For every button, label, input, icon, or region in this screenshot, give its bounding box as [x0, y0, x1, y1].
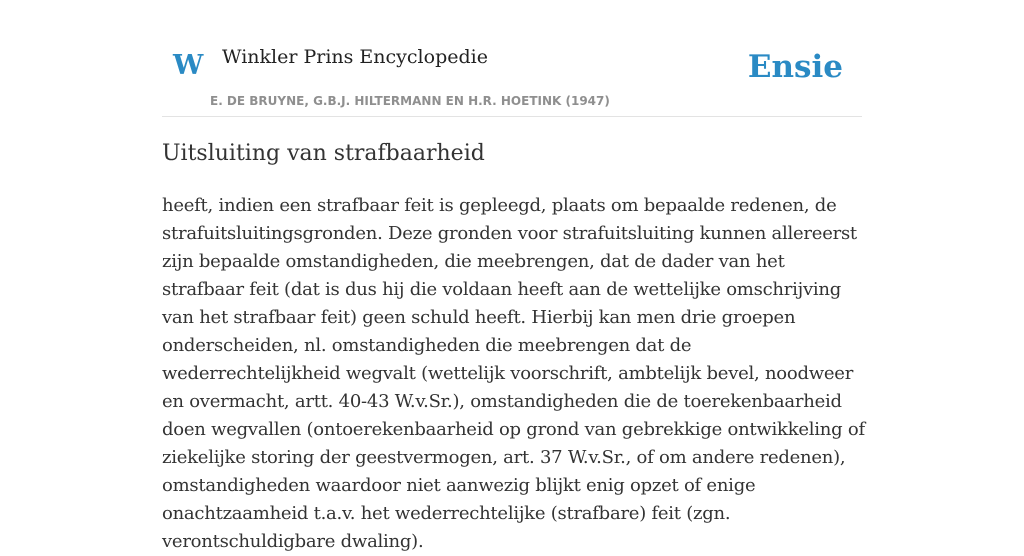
brand-logo[interactable]: Ensie	[747, 49, 843, 85]
source-logo-icon: W	[173, 50, 204, 81]
source-authors: E. DE BRUYNE, G.B.J. HILTERMANN EN H.R. HOETINK (1947)	[210, 94, 610, 108]
article-body: heeft, indien een strafbaar feit is gepleegd, plaats om bepaalde redenen, de strafuitsluitingsgronden. Deze gronden voor strafuitsluiting kunnen allereerst zijn bepaalde omstandigheden, die meebrengen, dat de dader van het strafbaar feit (dat is dus hij die voldaan heeft aan de wettelijke omschrijving van het strafbaar feit) geen schuld heeft. Hierbij kan men drie groepen onderscheiden, nl. omstandigheden die meebrengen dat de wederrechtelijkheid wegvalt (wettelijk voorschrift, ambtelijk bevel, noodweer en overmacht, artt. 40-43 W.v.Sr.), omstandigheden die de toerekenbaarheid doen wegvallen (ontoerekenbaarheid op grond van gebrekkige ontwikkeling of ziekelijke storing der geestvermogen, art. 37 W.v.Sr., of om andere redenen), omstandigheden waardoor niet aanwezig blijkt enig opzet of enige onachtzaamheid t.a.v. het wederrechtelijke (strafbare) feit (zgn. verontschuldigbare dwaling).	[162, 195, 865, 552]
article-title: Uitsluiting van strafbaarheid	[162, 141, 485, 166]
source-title[interactable]: Winkler Prins Encyclopedie	[222, 46, 488, 68]
source-header	[162, 0, 862, 117]
